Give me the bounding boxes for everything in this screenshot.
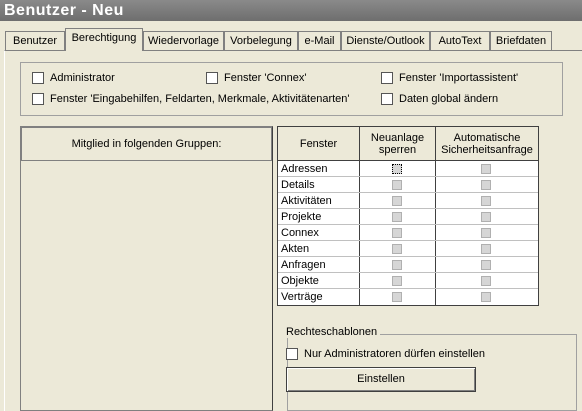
row-label: Adressen bbox=[281, 163, 328, 175]
sicherheit-checkbox[interactable] bbox=[481, 244, 491, 254]
administrator-option[interactable] bbox=[32, 72, 115, 84]
table-row bbox=[278, 241, 538, 257]
sicherheit-checkbox[interactable] bbox=[481, 292, 491, 302]
einstellen-button[interactable]: Einstellen bbox=[286, 367, 476, 392]
row-label: Projekte bbox=[281, 211, 322, 223]
neuanlage-checkbox[interactable] bbox=[392, 292, 402, 302]
table-row bbox=[278, 193, 538, 209]
daten-global-option[interactable] bbox=[381, 93, 498, 105]
sicherheit-checkbox[interactable] bbox=[481, 260, 491, 270]
sicherheit-checkbox[interactable] bbox=[481, 212, 491, 222]
table-row bbox=[278, 225, 538, 241]
administrator-checkbox[interactable] bbox=[32, 72, 44, 84]
window-permission-table bbox=[277, 126, 539, 306]
row-label: Akten bbox=[281, 243, 310, 255]
only-admin-option[interactable] bbox=[286, 348, 485, 360]
table-row bbox=[278, 161, 538, 177]
fenster-import-option[interactable] bbox=[381, 72, 518, 84]
table-row bbox=[278, 257, 538, 273]
neuanlage-checkbox[interactable] bbox=[392, 228, 402, 238]
neuanlage-checkbox[interactable] bbox=[392, 244, 402, 254]
tab-bar bbox=[0, 28, 582, 50]
window-title: Benutzer - Neu bbox=[0, 0, 582, 21]
sicherheit-checkbox[interactable] bbox=[481, 228, 491, 238]
tab-dienste-outlook[interactable]: Dienste/Outlook bbox=[341, 31, 430, 50]
tab-berechtigung[interactable]: Berechtigung bbox=[65, 28, 143, 51]
row-label: Objekte bbox=[281, 275, 319, 287]
neuanlage-checkbox[interactable] bbox=[392, 164, 402, 174]
header-fenster: Fenster bbox=[278, 127, 360, 161]
fenster-eingabe-label: Fenster 'Eingabehilfen, Feldarten, Merkmale, Aktivitätenarten' bbox=[50, 93, 350, 105]
table-row bbox=[278, 273, 538, 289]
rechteschablonen-legend: Rechteschablonen bbox=[283, 326, 380, 338]
permissions-group bbox=[20, 62, 563, 116]
neuanlage-checkbox[interactable] bbox=[392, 260, 402, 270]
row-label: Anfragen bbox=[281, 259, 326, 271]
neuanlage-checkbox[interactable] bbox=[392, 180, 402, 190]
header-sicherheit: Automatische Sicherheitsanfrage bbox=[436, 127, 538, 161]
only-admin-label: Nur Administratoren dürfen einstellen bbox=[304, 348, 485, 360]
fenster-connex-label: Fenster 'Connex' bbox=[224, 72, 307, 84]
table-row bbox=[278, 177, 538, 193]
sicherheit-checkbox[interactable] bbox=[481, 180, 491, 190]
daten-global-checkbox[interactable] bbox=[381, 93, 393, 105]
daten-global-label: Daten global ändern bbox=[399, 93, 499, 105]
tab-vorbelegung[interactable]: Vorbelegung bbox=[224, 31, 298, 50]
neuanlage-checkbox[interactable] bbox=[392, 212, 402, 222]
administrator-label: Administrator bbox=[50, 72, 115, 84]
sicherheit-checkbox[interactable] bbox=[481, 164, 491, 174]
only-admin-checkbox[interactable] bbox=[286, 348, 298, 360]
fenster-connex-checkbox[interactable] bbox=[206, 72, 218, 84]
fenster-connex-option[interactable] bbox=[206, 72, 306, 84]
sicherheit-checkbox[interactable] bbox=[481, 276, 491, 286]
fenster-import-label: Fenster 'Importassistent' bbox=[399, 72, 519, 84]
fenster-eingabe-option[interactable] bbox=[32, 93, 350, 105]
table-row bbox=[278, 289, 538, 305]
row-label: Details bbox=[281, 179, 315, 191]
tab-briefdaten[interactable]: Briefdaten bbox=[490, 31, 552, 50]
tab-autotext[interactable]: AutoText bbox=[430, 31, 490, 50]
tab-wiedervorlage[interactable]: Wiedervorlage bbox=[143, 31, 224, 50]
tab-email[interactable]: e-Mail bbox=[298, 31, 341, 50]
groups-list[interactable] bbox=[20, 126, 273, 411]
groups-header: Mitglied in folgenden Gruppen: bbox=[21, 127, 272, 161]
fenster-eingabe-checkbox[interactable] bbox=[32, 93, 44, 105]
sicherheit-checkbox[interactable] bbox=[481, 196, 491, 206]
neuanlage-checkbox[interactable] bbox=[392, 276, 402, 286]
row-label: Connex bbox=[281, 227, 319, 239]
fenster-import-checkbox[interactable] bbox=[381, 72, 393, 84]
table-row bbox=[278, 209, 538, 225]
tab-benutzer[interactable]: Benutzer bbox=[5, 31, 65, 50]
neuanlage-checkbox[interactable] bbox=[392, 196, 402, 206]
row-label: Aktivitäten bbox=[281, 195, 332, 207]
header-neuanlage: Neuanlage sperren bbox=[360, 127, 436, 161]
row-label: Verträge bbox=[281, 291, 323, 303]
